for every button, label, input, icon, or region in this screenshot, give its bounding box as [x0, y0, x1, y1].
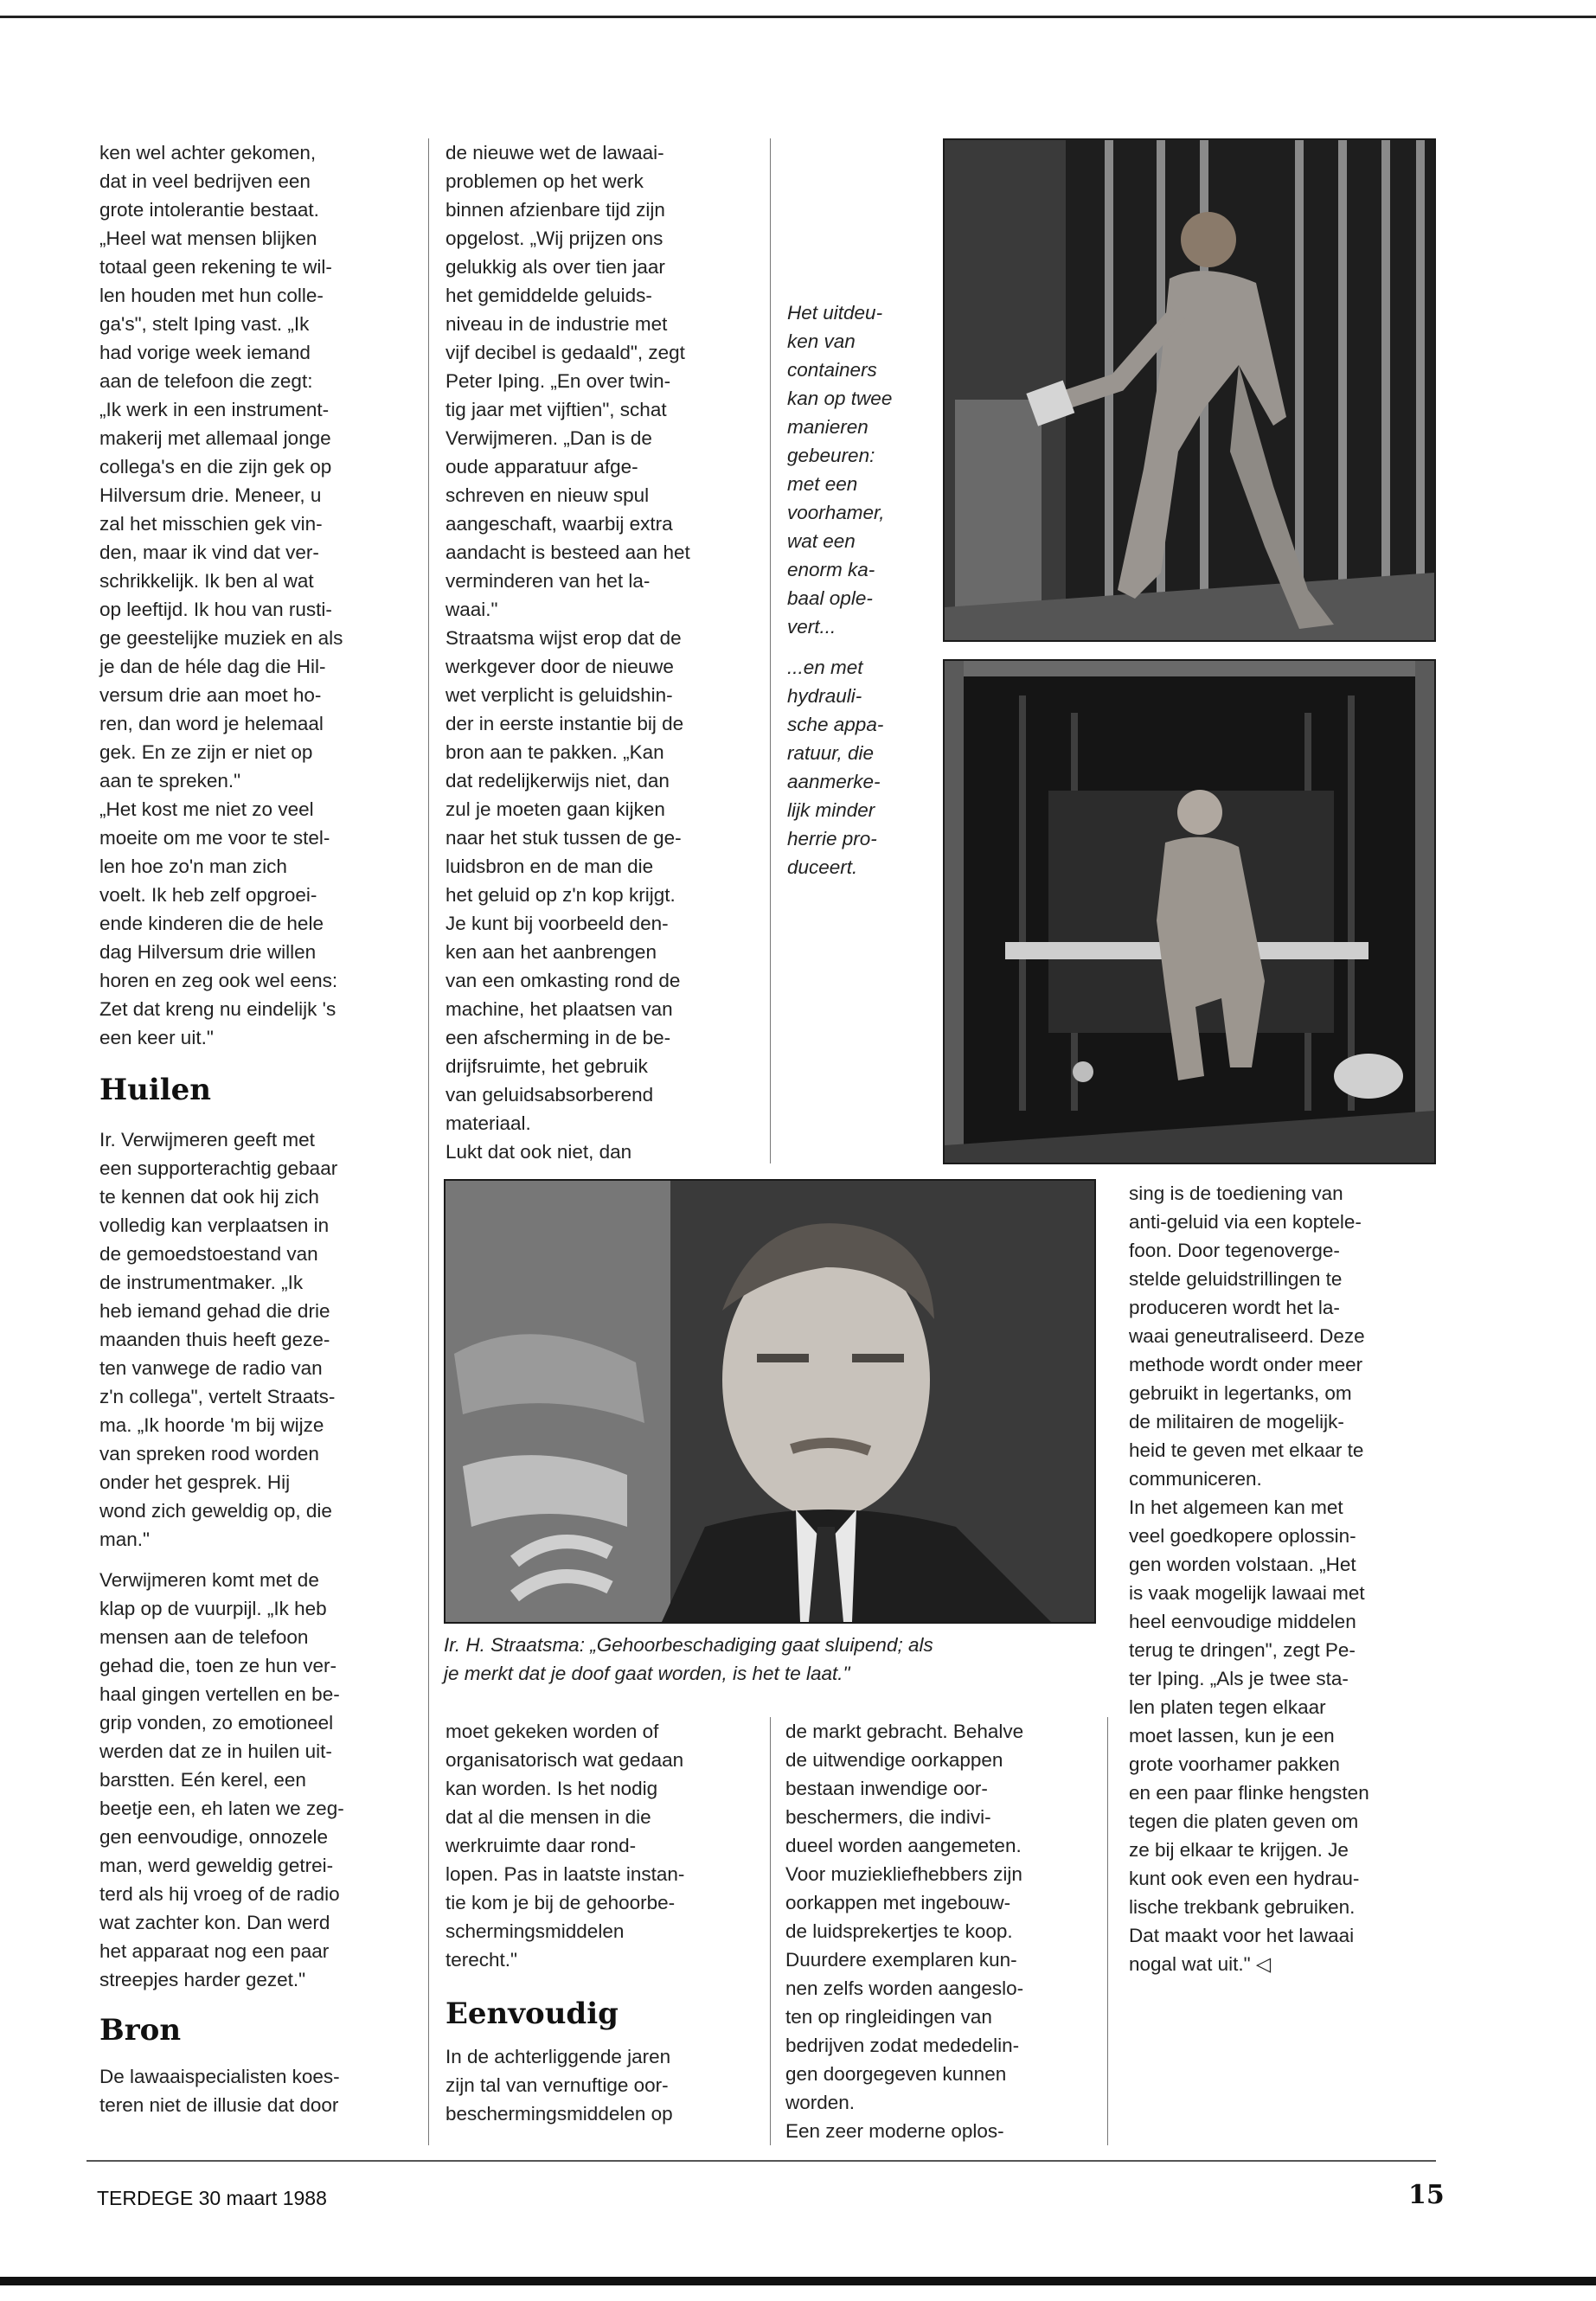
- publication-footer: TERDEGE 30 maart 1988: [97, 2187, 327, 2209]
- body-text: Straatsma wijst erop dat de werkgever door de nieuwe wet verplicht is geluidshin- der in eerste instantie bij de bron aan te pakken. „Kan dat redelijkerwijs niet, dan zul je moeten gaan kijken naar het stuk tussen de ge- luidsbron en de man die het geluid op z'n kop krijgt. Je kunt bij voorbeeld den- ken aan het aanbrengen van een omkasting rond de machine, het plaatsen van een afscherming in de be- drijfsruimte, het gebruik van geluidsabsorberend materiaal. Lukt dat ook niet, dan: [445, 627, 684, 1163]
- column-4: [1129, 1179, 1440, 1978]
- hydraulic-worker-image: [945, 661, 1434, 1163]
- portrait-caption: Ir. H. Straatsma: „Gehoorbeschadiging gaat sluipend; als je merkt dat je doof gaat worden, is het te laat.": [444, 1634, 933, 1684]
- body-text: de nieuwe wet de lawaai- problemen op het werk binnen afzienbare tijd zijn opgelost. „Wij prijzen ons gelukkig als over tien jaar het gemiddelde geluids- niveau in de industrie met vijf decibel is gedaald", zegt Peter Iping. „En over twin- tig jaar met vijftien", schat Verwijmeren. „Dan is de oude apparatuur afge- schreven en nieuw spul aangeschaft, waarbij extra aandacht is besteed aan het verminderen van het la- waai.": [445, 142, 690, 620]
- column-divider: [1107, 1717, 1108, 2145]
- body-text: sing is de toediening van anti-geluid via een koptele- foon. Door tegenoverge- stelde geluidstrillingen te produceren wordt het la- waai geneutraliseerd. Deze methode wordt onder meer gebruikt in legertanks, om de militairen de mogelijk- heid te geven met elkaar te communiceren. In het algemeen kan met veel goedkopere oplossin- gen worden volstaan. „Het is vaak mogelijk lawaai met heel eenvoudige middelen terug te dringen", zegt Pe- ter Iping. „Als je twee sta- len platen tegen elkaar moet lassen, kun je een grote voorhamer pakken en een paar flinke hengsten tegen die platen geven om ze bij elkaar te krijgen. Je kunt ook even een hydrau- lische trekbank gebruiken. Dat maakt voor het lawaai nogal wat uit." ◁: [1129, 1183, 1369, 1975]
- page-number: 15: [1408, 2180, 1445, 2210]
- body-text: de markt gebracht. Behalve de uitwendige oorkappen bestaan inwendige oor- beschermers, die indivi- dueel worden aangemeten. Voor muziekliefhebbers zijn oorkappen met ingebouw- de luidsprekertjes te koop. Duurdere exemplaren kun- nen zelfs worden aangeslo- ten op ringleidingen van bedrijven zodat mededelin- gen doorgegeven kunnen worden. Een zeer moderne oplos-: [785, 1721, 1024, 2142]
- photo-portrait-straatsma: [444, 1179, 1096, 1624]
- subheading-bron: Bron: [99, 2013, 182, 2048]
- column-2-lower: [445, 1717, 761, 2128]
- body-text: Ir. Verwijmeren geeft met een supporterachtig gebaar te kennen dat ook hij zich volledig kan verplaatsen in de gemoedstoestand van de instrumentmaker. „Ik heb iemand gehad die drie maanden thuis heeft geze- ten vanwege de radio van z'n collega", vertelt Straats- ma. „Ik hoorde 'm bij wijze van spreken rood worden onder het gesprek. Hij wond zich geweldig op, die man.": [99, 1129, 338, 1550]
- top-rule: [0, 16, 1596, 18]
- body-text: Verwijmeren komt met de klap op de vuurpijl. „Ik heb mensen aan de telefoon gehad die, toen ze hun ver- haal gingen vertellen en be- grip vonden, zo emotioneel werden dat ze in huilen uit- barstten. Eén kerel, een beetje een, eh laten we zeg- gen eenvoudige, onnozele man, werd geweldig getrei- terd als hij vroeg of de radio wat zachter kon. Dan werd het apparaat nog een paar streepjes harder gezet.": [99, 1569, 344, 1990]
- footer-rule: [87, 2160, 1436, 2162]
- photo-caption-hydraulic: ...en met hydrauli- sche appa- ratuur, die aanmerke- lijk minder herrie pro- duceert.: [787, 657, 884, 878]
- column-divider: [770, 1717, 771, 2145]
- photo-container-hydraulic: [943, 659, 1436, 1164]
- portrait-image: [445, 1181, 1094, 1622]
- body-text: De lawaaispecialisten koes- teren niet de illusie dat door: [99, 2066, 340, 2116]
- bottom-bar: [0, 2277, 1596, 2285]
- body-text: ken wel achter gekomen, dat in veel bedrijven een grote intolerantie bestaat. „Heel wat mensen blijken totaal geen rekening te wil- len houden met hun colle- ga's", stelt Iping vast. „Ik had vorige week iemand aan de telefoon die zegt: „Ik werk in een instrument- makerij met allemaal jonge collega's en die zijn gek op Hilversum drie. Meneer, u zal het misschien gek vin- den, maar ik vind dat ver- schrikkelijk. Ik ben al wat op leeftijd. Ik hou van rusti- ge geestelijke muziek en als je dan de héle dag die Hil- versum drie aan moet ho- ren, dan word je helemaal gek. En ze zijn er niet op aan te spreken." „Het kost me niet zo veel moeite om me voor te stel- len hoe zo'n man zich voelt. Ik heb zelf opgroei- ende kinderen die de hele dag Hilversum drie willen horen en zeg ook wel eens: Zet dat kreng nu eindelijk 's een keer uit.": [99, 142, 343, 1048]
- photo-caption-hammer: Het uitdeu- ken van containers kan op twee manieren gebeuren: met een voorhamer, wat een enorm ka- baal ople- vert...: [787, 302, 893, 638]
- photo-container-hammer: [943, 138, 1436, 642]
- column-divider: [428, 138, 429, 2145]
- body-text: In de achterliggende jaren zijn tal van vernuftige oor- beschermingsmiddelen op: [445, 2046, 673, 2125]
- subheading-eenvoudig: Eenvoudig: [445, 1997, 619, 2031]
- column-3-lower: [785, 1717, 1106, 2145]
- column-1: [99, 138, 420, 2119]
- column-divider: [770, 138, 771, 1163]
- sledgehammer-worker-image: [945, 140, 1434, 640]
- column-2: [445, 138, 766, 1166]
- body-text: moet gekeken worden of organisatorisch wat gedaan kan worden. Is het nodig dat al die mensen in die werkruimte daar rond- lopen. Pas in laatste instan- tie kom je bij de gehoorbe- schermingsmiddelen terecht.": [445, 1721, 685, 1971]
- subheading-huilen: Huilen: [99, 1073, 212, 1107]
